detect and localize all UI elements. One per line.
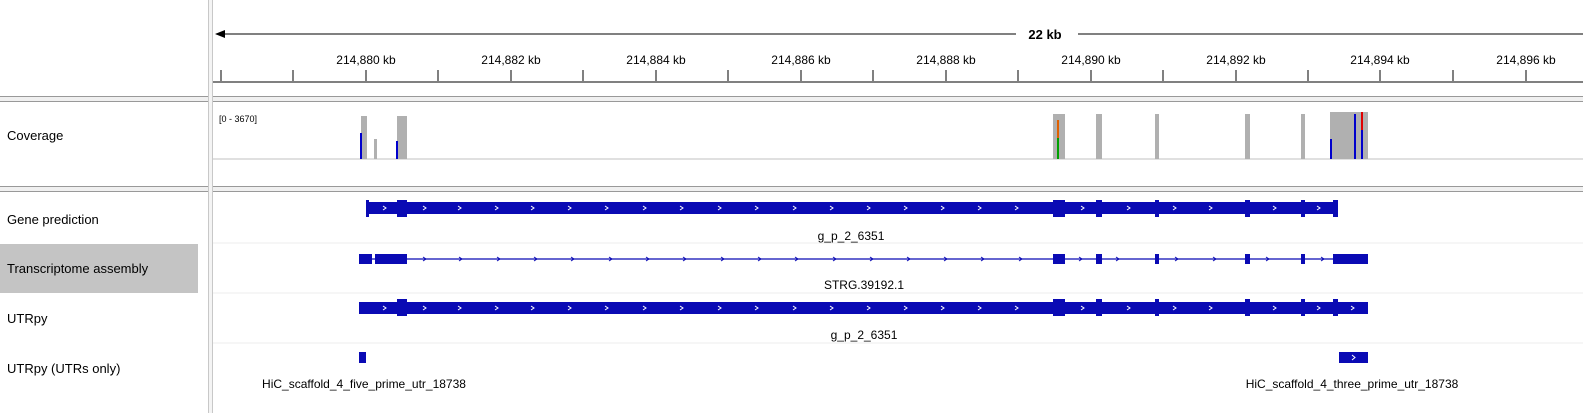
three-prime-utr-label: HiC_scaffold_4_three_prime_utr_18738: [1245, 377, 1459, 391]
coverage-name-panel: [0, 102, 208, 186]
track-label: UTRpy: [7, 310, 48, 326]
tick-label: 214,892 kb: [1206, 53, 1266, 67]
track-label: Transcriptome assembly: [7, 261, 149, 276]
coverage-range-label: [0 - 3670]: [219, 114, 258, 124]
ruler-name-panel: [0, 0, 208, 96]
tick-label: 214,886 kb: [771, 53, 831, 67]
ruler-svg: [213, 0, 1583, 96]
tick-label: 214,888 kb: [916, 53, 976, 67]
transcriptome-assembly-feature[interactable]: [359, 254, 1368, 264]
track-label: UTRpy (UTRs only): [7, 360, 121, 376]
span-label: 22 kb: [1028, 27, 1062, 42]
span-arrow-left-icon: [215, 30, 225, 38]
coverage-panel[interactable]: [213, 102, 1583, 186]
tick-label: 214,894 kb: [1350, 53, 1410, 67]
coverage-track-name[interactable]: [0, 111, 198, 159]
feature-name-panel: [0, 192, 208, 413]
track-name-utrpy[interactable]: [0, 293, 198, 343]
track-name-gene-prediction[interactable]: [0, 194, 198, 244]
track-name-transcriptome-assembly[interactable]: [0, 244, 198, 293]
track-label: Gene prediction: [7, 211, 99, 227]
coverage-bars: [361, 112, 1368, 159]
coverage-svg: [213, 102, 1583, 186]
ruler-ticks: [221, 70, 1526, 81]
five-prime-utr-label: HiC_scaffold_4_five_prime_utr_18738: [262, 377, 466, 391]
tick-label: 214,880 kb: [336, 53, 396, 67]
coverage-track-label: Coverage: [7, 127, 64, 143]
track-name-utrpy-utrs-only[interactable]: [0, 343, 198, 393]
tick-label: 214,890 kb: [1061, 53, 1121, 67]
feature-panel[interactable]: [213, 192, 1583, 413]
utr-three-prime-feature[interactable]: [1339, 352, 1368, 363]
transcriptome-feature-label: STRG.39192.1: [823, 278, 905, 292]
tick-label: 214,896 kb: [1496, 53, 1556, 67]
utr-five-prime-feature[interactable]: [359, 352, 366, 363]
ruler-panel[interactable]: [213, 0, 1583, 96]
gene-prediction-feature[interactable]: [366, 200, 1338, 217]
tick-label: 214,882 kb: [481, 53, 541, 67]
utrpy-feature-label: g_p_2_6351: [830, 328, 898, 342]
gene-prediction-feature-label: g_p_2_6351: [817, 229, 885, 243]
name-panel-divider[interactable]: [208, 0, 213, 413]
coverage-mismatch-marks: [360, 112, 1363, 159]
utrpy-feature[interactable]: [359, 299, 1368, 316]
tick-label: 214,884 kb: [626, 53, 686, 67]
